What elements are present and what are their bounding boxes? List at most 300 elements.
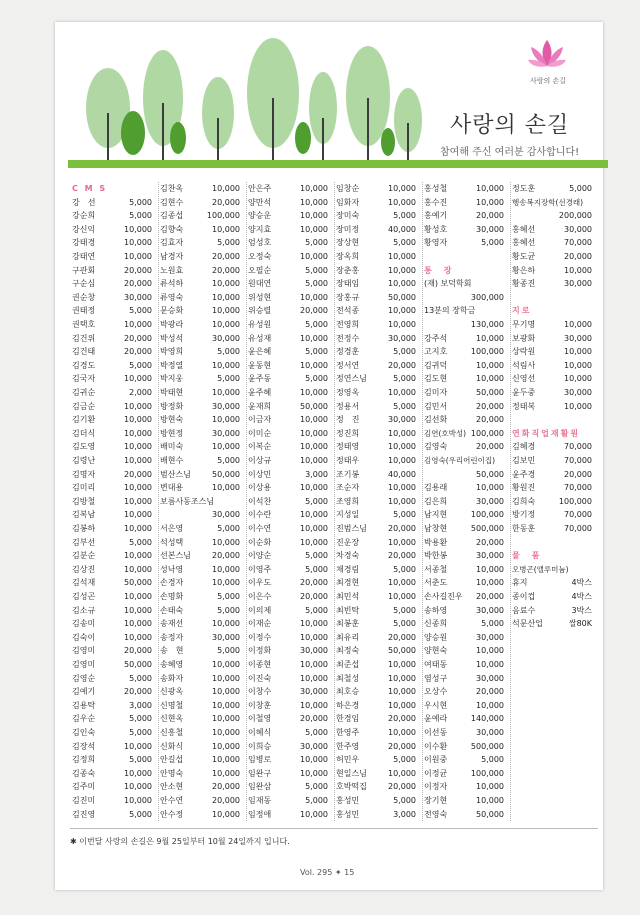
donor-row bbox=[246, 481, 332, 495]
donation-amount: 5,000 bbox=[393, 510, 416, 520]
donor-name: 김귀덕 bbox=[424, 360, 448, 370]
donor-row bbox=[158, 440, 244, 454]
donor-name: 보름사동조스님 bbox=[160, 496, 215, 506]
donation-amount: 10,000 bbox=[124, 456, 152, 465]
donation-amount: 5,000 bbox=[217, 238, 240, 248]
donation-amount: 10,000 bbox=[300, 197, 328, 207]
donor-name: 석림사 bbox=[512, 360, 536, 370]
donor-row bbox=[246, 468, 332, 482]
donation-amount: 20,000 bbox=[388, 782, 416, 792]
donation-amount: 70,000 bbox=[564, 442, 592, 452]
section-heading bbox=[510, 427, 596, 441]
donation-amount: 5,000 bbox=[305, 551, 328, 561]
donor-name: 김민서 bbox=[424, 401, 448, 411]
donor-row bbox=[334, 522, 420, 536]
donor-row bbox=[334, 712, 420, 726]
lotus-label: 사랑의 손길 bbox=[530, 77, 567, 85]
donor-name: 남지현 bbox=[424, 510, 448, 520]
donor-row bbox=[246, 332, 332, 346]
donor-row bbox=[70, 604, 156, 618]
donor-row bbox=[158, 604, 244, 618]
donor-name: 안수정 bbox=[160, 809, 184, 819]
donation-amount: 70,000 bbox=[564, 456, 592, 465]
donor-row bbox=[246, 604, 332, 618]
donor-name: 호박떡집 bbox=[336, 782, 367, 792]
donation-amount: 10,000 bbox=[300, 660, 328, 669]
donation-amount: 20,000 bbox=[124, 469, 152, 479]
donation-amount: 30,000 bbox=[476, 673, 504, 683]
donor-name: 이의제 bbox=[248, 605, 272, 615]
donor-row bbox=[246, 767, 332, 781]
donor-row bbox=[246, 808, 332, 822]
donor-row bbox=[70, 794, 156, 808]
donation-amount: 10,000 bbox=[388, 728, 416, 737]
donor-row bbox=[510, 454, 596, 468]
donor-name: 강주석 bbox=[424, 333, 448, 343]
donation-amount: 140,000 bbox=[470, 714, 504, 724]
donor-row bbox=[334, 359, 420, 373]
donation-amount: 10,000 bbox=[212, 442, 240, 452]
donor-name: 김희숙 bbox=[512, 496, 536, 506]
donor-name: 장옥희 bbox=[336, 252, 360, 261]
donor-name: 김성곤 bbox=[72, 592, 96, 601]
donor-row bbox=[334, 250, 420, 264]
donation-amount: 5,000 bbox=[393, 238, 416, 248]
donor-name: 윤두중 bbox=[512, 388, 536, 397]
donation-amount: 5,000 bbox=[481, 619, 504, 629]
donor-name: 안소현 bbox=[160, 782, 184, 792]
donation-amount: 5,000 bbox=[393, 619, 416, 629]
donor-name: 박지웅 bbox=[160, 374, 184, 384]
donor-row bbox=[422, 644, 508, 658]
donation-amount: 10,000 bbox=[124, 442, 152, 452]
donor-name: 박성석 bbox=[160, 333, 184, 343]
donation-amount: 30,000 bbox=[212, 632, 240, 642]
donor-row bbox=[334, 753, 420, 767]
donor-row bbox=[334, 726, 420, 740]
donation-amount: 10,000 bbox=[476, 197, 504, 207]
donor-row bbox=[70, 712, 156, 726]
donor-row bbox=[334, 413, 420, 427]
donation-amount: 10,000 bbox=[564, 265, 592, 275]
donor-row bbox=[510, 604, 596, 618]
donor-row bbox=[246, 427, 332, 441]
donor-name: 김봉하 bbox=[72, 524, 96, 533]
donation-amount: 5,000 bbox=[217, 524, 240, 533]
donation-amount: 10,000 bbox=[212, 224, 240, 234]
donor-name: 서은영 bbox=[160, 524, 184, 533]
donor-row bbox=[158, 576, 244, 590]
donor-row bbox=[246, 359, 332, 373]
donation-amount: 5,000 bbox=[481, 755, 504, 765]
page-subtitle: 참여해 주신 여러분 감사합니다! bbox=[440, 147, 580, 158]
donation-amount: 20,000 bbox=[476, 415, 504, 425]
donation-amount: 5,000 bbox=[129, 197, 152, 207]
donor-row bbox=[158, 250, 244, 264]
donation-amount: 3,000 bbox=[305, 469, 328, 479]
donation-amount: 20,000 bbox=[476, 687, 504, 697]
donation-amount: 10,000 bbox=[388, 456, 416, 465]
donor-name: 김경도 bbox=[72, 360, 96, 370]
donation-amount: 20,000 bbox=[212, 197, 240, 207]
donor-row bbox=[70, 277, 156, 291]
donation-amount: 20,000 bbox=[212, 551, 240, 561]
donor-row bbox=[246, 508, 332, 522]
donor-row bbox=[422, 522, 508, 536]
donor-row bbox=[422, 332, 508, 346]
donor-row bbox=[70, 780, 156, 794]
donor-row bbox=[334, 699, 420, 713]
donor-row bbox=[422, 277, 508, 291]
donor-name: 이철영 bbox=[248, 714, 272, 724]
donor-name: 박광라 bbox=[160, 320, 184, 329]
donor-row bbox=[510, 236, 596, 250]
donor-name: 김혜경 bbox=[512, 442, 536, 452]
donor-name: 김정희 bbox=[72, 755, 96, 765]
donor-row bbox=[246, 563, 332, 577]
donor-name: 권태정 bbox=[72, 306, 96, 316]
donation-amount: 20,000 bbox=[476, 401, 504, 411]
donation-amount: 10,000 bbox=[212, 714, 240, 724]
donation-amount: 20,000 bbox=[212, 782, 240, 792]
donor-name: 한주영 bbox=[336, 741, 360, 751]
donor-name: 연화직업재활원 bbox=[512, 428, 581, 438]
donation-amount: 10,000 bbox=[476, 184, 504, 193]
donation-amount: 20,000 bbox=[124, 347, 152, 357]
donor-row bbox=[70, 685, 156, 699]
donation-amount: 100,000 bbox=[558, 496, 592, 506]
donor-row bbox=[158, 291, 244, 305]
donor-name: 이정수 bbox=[248, 632, 272, 642]
donor-name: 김건태 bbox=[72, 347, 96, 357]
donor-row bbox=[158, 386, 244, 400]
donor-row bbox=[334, 536, 420, 550]
donation-amount: 500,000 bbox=[470, 741, 504, 751]
donor-row bbox=[158, 644, 244, 658]
donor-name: 최정숙 bbox=[336, 646, 360, 656]
donor-row bbox=[334, 631, 420, 645]
donation-amount: 10,000 bbox=[124, 496, 152, 506]
donor-name: 위성현 bbox=[248, 292, 272, 302]
donor-name: 김종섭 bbox=[160, 211, 184, 221]
donation-amount: 500,000 bbox=[470, 524, 504, 533]
donation-amount: 10,000 bbox=[388, 252, 416, 261]
donor-name: 양현숙 bbox=[424, 646, 448, 656]
donor-name: 남창현 bbox=[424, 524, 448, 533]
donation-amount: 10,000 bbox=[564, 360, 592, 370]
donation-amount: 20,000 bbox=[212, 265, 240, 275]
donation-amount: 10,000 bbox=[300, 442, 328, 452]
donor-name: 최호승 bbox=[336, 687, 360, 697]
donation-amount: 5,000 bbox=[305, 374, 328, 384]
donation-amount: 10,000 bbox=[212, 415, 240, 425]
donor-name: 강신익 bbox=[72, 224, 96, 234]
donation-amount: 10,000 bbox=[212, 809, 240, 819]
donor-name: 양승원 bbox=[424, 632, 448, 642]
donor-row bbox=[510, 359, 596, 373]
donation-amount: 10,000 bbox=[388, 496, 416, 506]
donor-name: 전석종 bbox=[336, 306, 360, 316]
donor-row bbox=[510, 522, 596, 536]
donor-name: 정도훈 bbox=[512, 184, 536, 193]
donor-row bbox=[158, 223, 244, 237]
donation-amount: 70,000 bbox=[564, 524, 592, 533]
donation-amount: 10,000 bbox=[212, 360, 240, 370]
donor-row bbox=[158, 590, 244, 604]
donor-row bbox=[422, 236, 508, 250]
donation-amount: 10,000 bbox=[388, 279, 416, 289]
donor-name: 최준섭 bbox=[336, 660, 360, 669]
donor-row bbox=[510, 291, 596, 305]
donor-name: 박태현 bbox=[160, 388, 184, 397]
donor-name: 정연스님 bbox=[336, 374, 367, 384]
donor-row bbox=[334, 685, 420, 699]
donor-row bbox=[158, 794, 244, 808]
donation-amount: 10,000 bbox=[124, 374, 152, 384]
donor-name: 하은경 bbox=[336, 700, 360, 710]
donor-row bbox=[334, 794, 420, 808]
donor-name: 이선동 bbox=[424, 728, 448, 737]
donation-amount: 50,000 bbox=[388, 646, 416, 656]
donation-amount: 10,000 bbox=[300, 415, 328, 425]
donor-row bbox=[70, 753, 156, 767]
donation-amount: 50,000 bbox=[476, 809, 504, 819]
donor-row bbox=[70, 508, 156, 522]
donor-row bbox=[70, 536, 156, 550]
donation-amount: 5,000 bbox=[217, 592, 240, 601]
donor-name: 현일스님 bbox=[336, 768, 367, 778]
donor-row bbox=[70, 631, 156, 645]
donation-amount: 10,000 bbox=[124, 551, 152, 561]
donation-amount: 10,000 bbox=[476, 796, 504, 805]
donation-amount: 20,000 bbox=[124, 687, 152, 697]
donation-amount: 10,000 bbox=[212, 660, 240, 669]
donation-amount: 10,000 bbox=[300, 537, 328, 547]
donation-amount: 5,000 bbox=[129, 755, 152, 765]
donor-row bbox=[158, 481, 244, 495]
donation-amount: 10,000 bbox=[212, 755, 240, 765]
donor-name: 윤동현 bbox=[248, 360, 272, 370]
donation-amount: 10,000 bbox=[124, 238, 152, 248]
donation-amount: 20,000 bbox=[388, 714, 416, 724]
donor-name: 유성원 bbox=[248, 320, 272, 329]
donor-name: 권택호 bbox=[72, 320, 96, 329]
donation-amount: 20,000 bbox=[124, 333, 152, 343]
donor-name: 오상수 bbox=[424, 687, 448, 697]
donor-row bbox=[70, 699, 156, 713]
donation-amount: 10,000 bbox=[388, 483, 416, 493]
donor-row bbox=[70, 250, 156, 264]
donor-row bbox=[334, 767, 420, 781]
donation-amount: 10,000 bbox=[124, 605, 152, 615]
donor-name: (재) 보덕학회 bbox=[424, 279, 472, 289]
donor-row bbox=[422, 223, 508, 237]
donation-amount: 10,000 bbox=[124, 401, 152, 411]
donor-row bbox=[422, 753, 508, 767]
donor-name: 이양순 bbox=[248, 551, 272, 561]
donor-name: 박정열 bbox=[160, 360, 184, 370]
donation-amount: 10,000 bbox=[388, 592, 416, 601]
donation-amount: 5,000 bbox=[393, 401, 416, 411]
donor-name: 진범스님 bbox=[336, 524, 367, 533]
donor-name: 박영희 bbox=[160, 347, 184, 357]
donor-name: 김효자 bbox=[160, 238, 184, 248]
donor-row bbox=[422, 196, 508, 210]
donation-amount: 5,000 bbox=[217, 646, 240, 656]
donation-amount: 20,000 bbox=[124, 279, 152, 289]
donor-row bbox=[334, 740, 420, 754]
donor-name: 임완구 bbox=[248, 768, 272, 778]
donor-row bbox=[246, 413, 332, 427]
donor-name: 조순자 bbox=[336, 483, 360, 493]
donor-name: 유성재 bbox=[248, 333, 272, 343]
donor-row bbox=[158, 699, 244, 713]
donation-amount: 10,000 bbox=[212, 728, 240, 737]
donation-amount: 50,000 bbox=[476, 388, 504, 397]
donor-name: 우시현 bbox=[424, 700, 448, 710]
donor-row bbox=[510, 400, 596, 414]
donation-amount: 20,000 bbox=[564, 469, 592, 479]
donor-name: 이재순 bbox=[248, 619, 272, 629]
donor-row bbox=[510, 495, 596, 509]
donor-name: 종이컵 bbox=[512, 592, 536, 601]
donor-row bbox=[422, 495, 508, 509]
donor-row bbox=[422, 590, 508, 604]
donation-amount: 30,000 bbox=[476, 632, 504, 642]
donor-name: 김보민 bbox=[512, 456, 536, 465]
donor-name: 안명숙 bbox=[160, 768, 184, 778]
donation-amount: 10,000 bbox=[388, 306, 416, 316]
donation-amount: 20,000 bbox=[300, 714, 328, 724]
donor-name: 김건위 bbox=[72, 333, 96, 343]
donor-row bbox=[246, 753, 332, 767]
donation-amount: 10,000 bbox=[476, 360, 504, 370]
donation-amount: 30,000 bbox=[564, 333, 592, 343]
donor-name: 이정균 bbox=[424, 768, 448, 778]
donation-amount: 70,000 bbox=[564, 510, 592, 520]
donor-row bbox=[158, 468, 244, 482]
donation-amount: 30,000 bbox=[476, 728, 504, 737]
donor-row bbox=[70, 291, 156, 305]
donor-row bbox=[70, 345, 156, 359]
donor-row bbox=[246, 400, 332, 414]
donation-amount: 10,000 bbox=[124, 510, 152, 520]
donor-name: 김영미 bbox=[72, 646, 96, 656]
donor-row bbox=[334, 481, 420, 495]
donor-row bbox=[334, 440, 420, 454]
donor-name: 김연(호박성) bbox=[424, 428, 467, 438]
donor-row bbox=[158, 372, 244, 386]
donation-amount: 40,000 bbox=[388, 469, 416, 479]
donation-amount: 5,000 bbox=[217, 347, 240, 357]
donor-row bbox=[158, 400, 244, 414]
donation-amount: 30,000 bbox=[476, 496, 504, 506]
donation-amount: 10,000 bbox=[300, 483, 328, 493]
donor-row bbox=[158, 740, 244, 754]
donor-row bbox=[422, 726, 508, 740]
donor-row bbox=[70, 549, 156, 563]
donor-row bbox=[70, 726, 156, 740]
donation-amount: 10,000 bbox=[388, 265, 416, 275]
donor-name: 황도균 bbox=[512, 252, 536, 261]
donor-name: 송하영 bbox=[424, 605, 448, 615]
donation-amount: 30,000 bbox=[564, 224, 592, 234]
donor-row bbox=[510, 386, 596, 400]
donation-amount: 100,000 bbox=[470, 428, 504, 438]
lotus-icon bbox=[527, 38, 567, 72]
donation-amount: 70,000 bbox=[564, 238, 592, 248]
donor-name: 이상규 bbox=[248, 456, 272, 465]
donation-amount: 5,000 bbox=[217, 605, 240, 615]
donor-name: 지로 bbox=[512, 306, 532, 316]
donation-amount: 10,000 bbox=[388, 428, 416, 438]
donor-row bbox=[334, 644, 420, 658]
donor-name: 박용환 bbox=[424, 537, 448, 547]
donor-name: 한영주 bbox=[336, 728, 360, 737]
donor-name: 이진숙 bbox=[248, 673, 272, 683]
donor-row bbox=[334, 563, 420, 577]
donation-amount: 30,000 bbox=[212, 510, 240, 520]
donor-row bbox=[422, 658, 508, 672]
donor-row bbox=[334, 808, 420, 822]
donor-name: 류영숙 bbox=[160, 292, 184, 302]
donor-name: 엄성호 bbox=[248, 238, 272, 248]
donor-row bbox=[422, 617, 508, 631]
divider bbox=[70, 828, 598, 829]
donor-name: 김선화 bbox=[424, 415, 448, 425]
donation-amount: 10,000 bbox=[564, 320, 592, 329]
donor-name: 손태숙 bbox=[160, 605, 184, 615]
donation-amount: 10,000 bbox=[212, 388, 240, 397]
donor-name: 장상현 bbox=[336, 238, 360, 248]
donor-name: 황성호 bbox=[424, 224, 448, 234]
donor-row bbox=[422, 481, 508, 495]
donor-name: 김용탁 bbox=[72, 700, 96, 710]
donor-row bbox=[510, 318, 596, 332]
donation-amount: 5,000 bbox=[393, 347, 416, 357]
donation-amount: 20,000 bbox=[388, 632, 416, 642]
donor-row bbox=[158, 726, 244, 740]
donor-name: 통 장 bbox=[424, 265, 454, 275]
donor-name: 안길섭 bbox=[160, 755, 184, 765]
donation-amount: 5,000 bbox=[569, 184, 592, 193]
donor-name: 송혜영 bbox=[160, 660, 184, 669]
donor-row bbox=[158, 549, 244, 563]
donor-name: 윤주경 bbox=[512, 469, 536, 479]
donor-row bbox=[510, 617, 596, 631]
donor-row bbox=[158, 454, 244, 468]
donor-name: 무기명 bbox=[512, 320, 536, 329]
donor-name: 오필순 bbox=[248, 265, 272, 275]
donor-row bbox=[70, 386, 156, 400]
donor-row bbox=[334, 468, 420, 482]
donor-name: 홍성민 bbox=[336, 809, 360, 819]
donation-amount: 30,000 bbox=[300, 687, 328, 697]
donor-row bbox=[422, 604, 508, 618]
donor-row bbox=[158, 427, 244, 441]
donor-row bbox=[158, 685, 244, 699]
donation-amount: 10,000 bbox=[300, 755, 328, 765]
donor-name: 이복순 bbox=[248, 442, 272, 452]
donor-row bbox=[510, 264, 596, 278]
donation-amount: 10,000 bbox=[212, 306, 240, 316]
donor-row bbox=[158, 808, 244, 822]
donor-name: 김복남 bbox=[72, 510, 96, 520]
donor-row bbox=[334, 508, 420, 522]
donation-amount: 50,000 bbox=[300, 401, 328, 411]
donation-amount: 10,000 bbox=[388, 388, 416, 397]
donation-amount: 10,000 bbox=[388, 197, 416, 207]
